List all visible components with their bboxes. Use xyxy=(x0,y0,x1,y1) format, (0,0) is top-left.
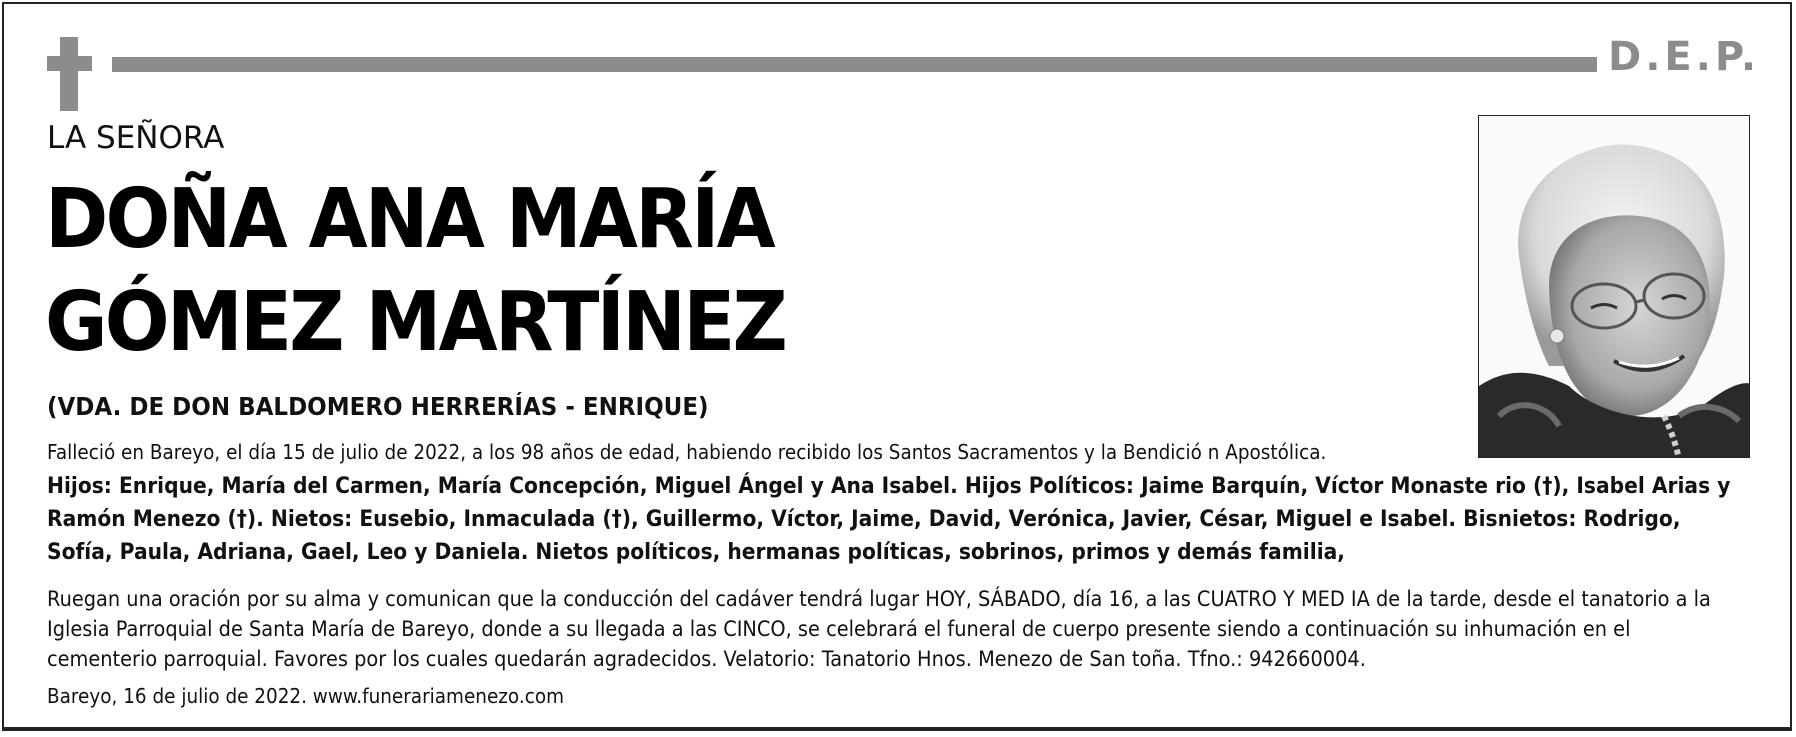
footer-date-website: Bareyo, 16 de julio de 2022. www.funerariamenezo.com xyxy=(47,684,564,708)
widow-of-line: (VDA. DE DON BALDOMERO HERRERÍAS - ENRIQUE) xyxy=(47,392,709,421)
ceremony-details: Ruegan una oración por su alma y comunican que la conducción del cadáver tendrá lugar HOY, SÁBADO, día 16, a las CUATRO Y MED IA de la tarde, desde el tanatorio a la Iglesia Parroquial de Santa María de Bareyo, donde a su llegada a las CINCO, se celebrará el funeral de cuerpo presente siendo a continuación su inhumación en el cementerio parroquial. Favores por los cuales quedarán agradecidos. Velatorio: Tanatorio Hnos. Menezo de San toña. Tfno.: 942660004. xyxy=(47,587,1711,672)
intro-label: LA SEÑORA xyxy=(47,120,225,156)
family-list: Hijos: Enrique, María del Carmen, María Concepción, Miguel Ángel y Ana Isabel. Hijos Políticos: Jaime Barquín, Víctor Monaste rio (†), Isabel Arias y Ramón Menezo (†). Nietos: Eusebio, Inmaculada (†), Guillermo, Víctor, Jaime, David, Verónica, Javier, César, Miguel e Isabel. Bisnietos: Rodrigo, Sofía, Paula, Adriana, Gael, Leo y Daniela. Nietos políticos, hermanas políticas, sobrinos, primos y demás familia, xyxy=(47,473,1731,565)
deceased-name xyxy=(45,168,785,374)
portrait-image xyxy=(1479,116,1750,458)
portrait-photo xyxy=(1478,115,1750,458)
cross-icon-bar xyxy=(47,56,92,71)
cross-icon xyxy=(60,37,78,111)
deceased-name-line2: GÓMEZ MARTÍNEZ xyxy=(45,275,786,370)
death-info: Falleció en Bareyo, el día 15 de julio de 2022, a los 98 años de edad, habiendo recibido los Santos Sacramentos y la Bendició n Apostólica. xyxy=(47,440,1327,464)
dep-label: D.E.P. xyxy=(1608,34,1761,80)
header-rule xyxy=(112,57,1597,72)
deceased-name-line1: DOÑA ANA MARÍA xyxy=(45,172,773,267)
